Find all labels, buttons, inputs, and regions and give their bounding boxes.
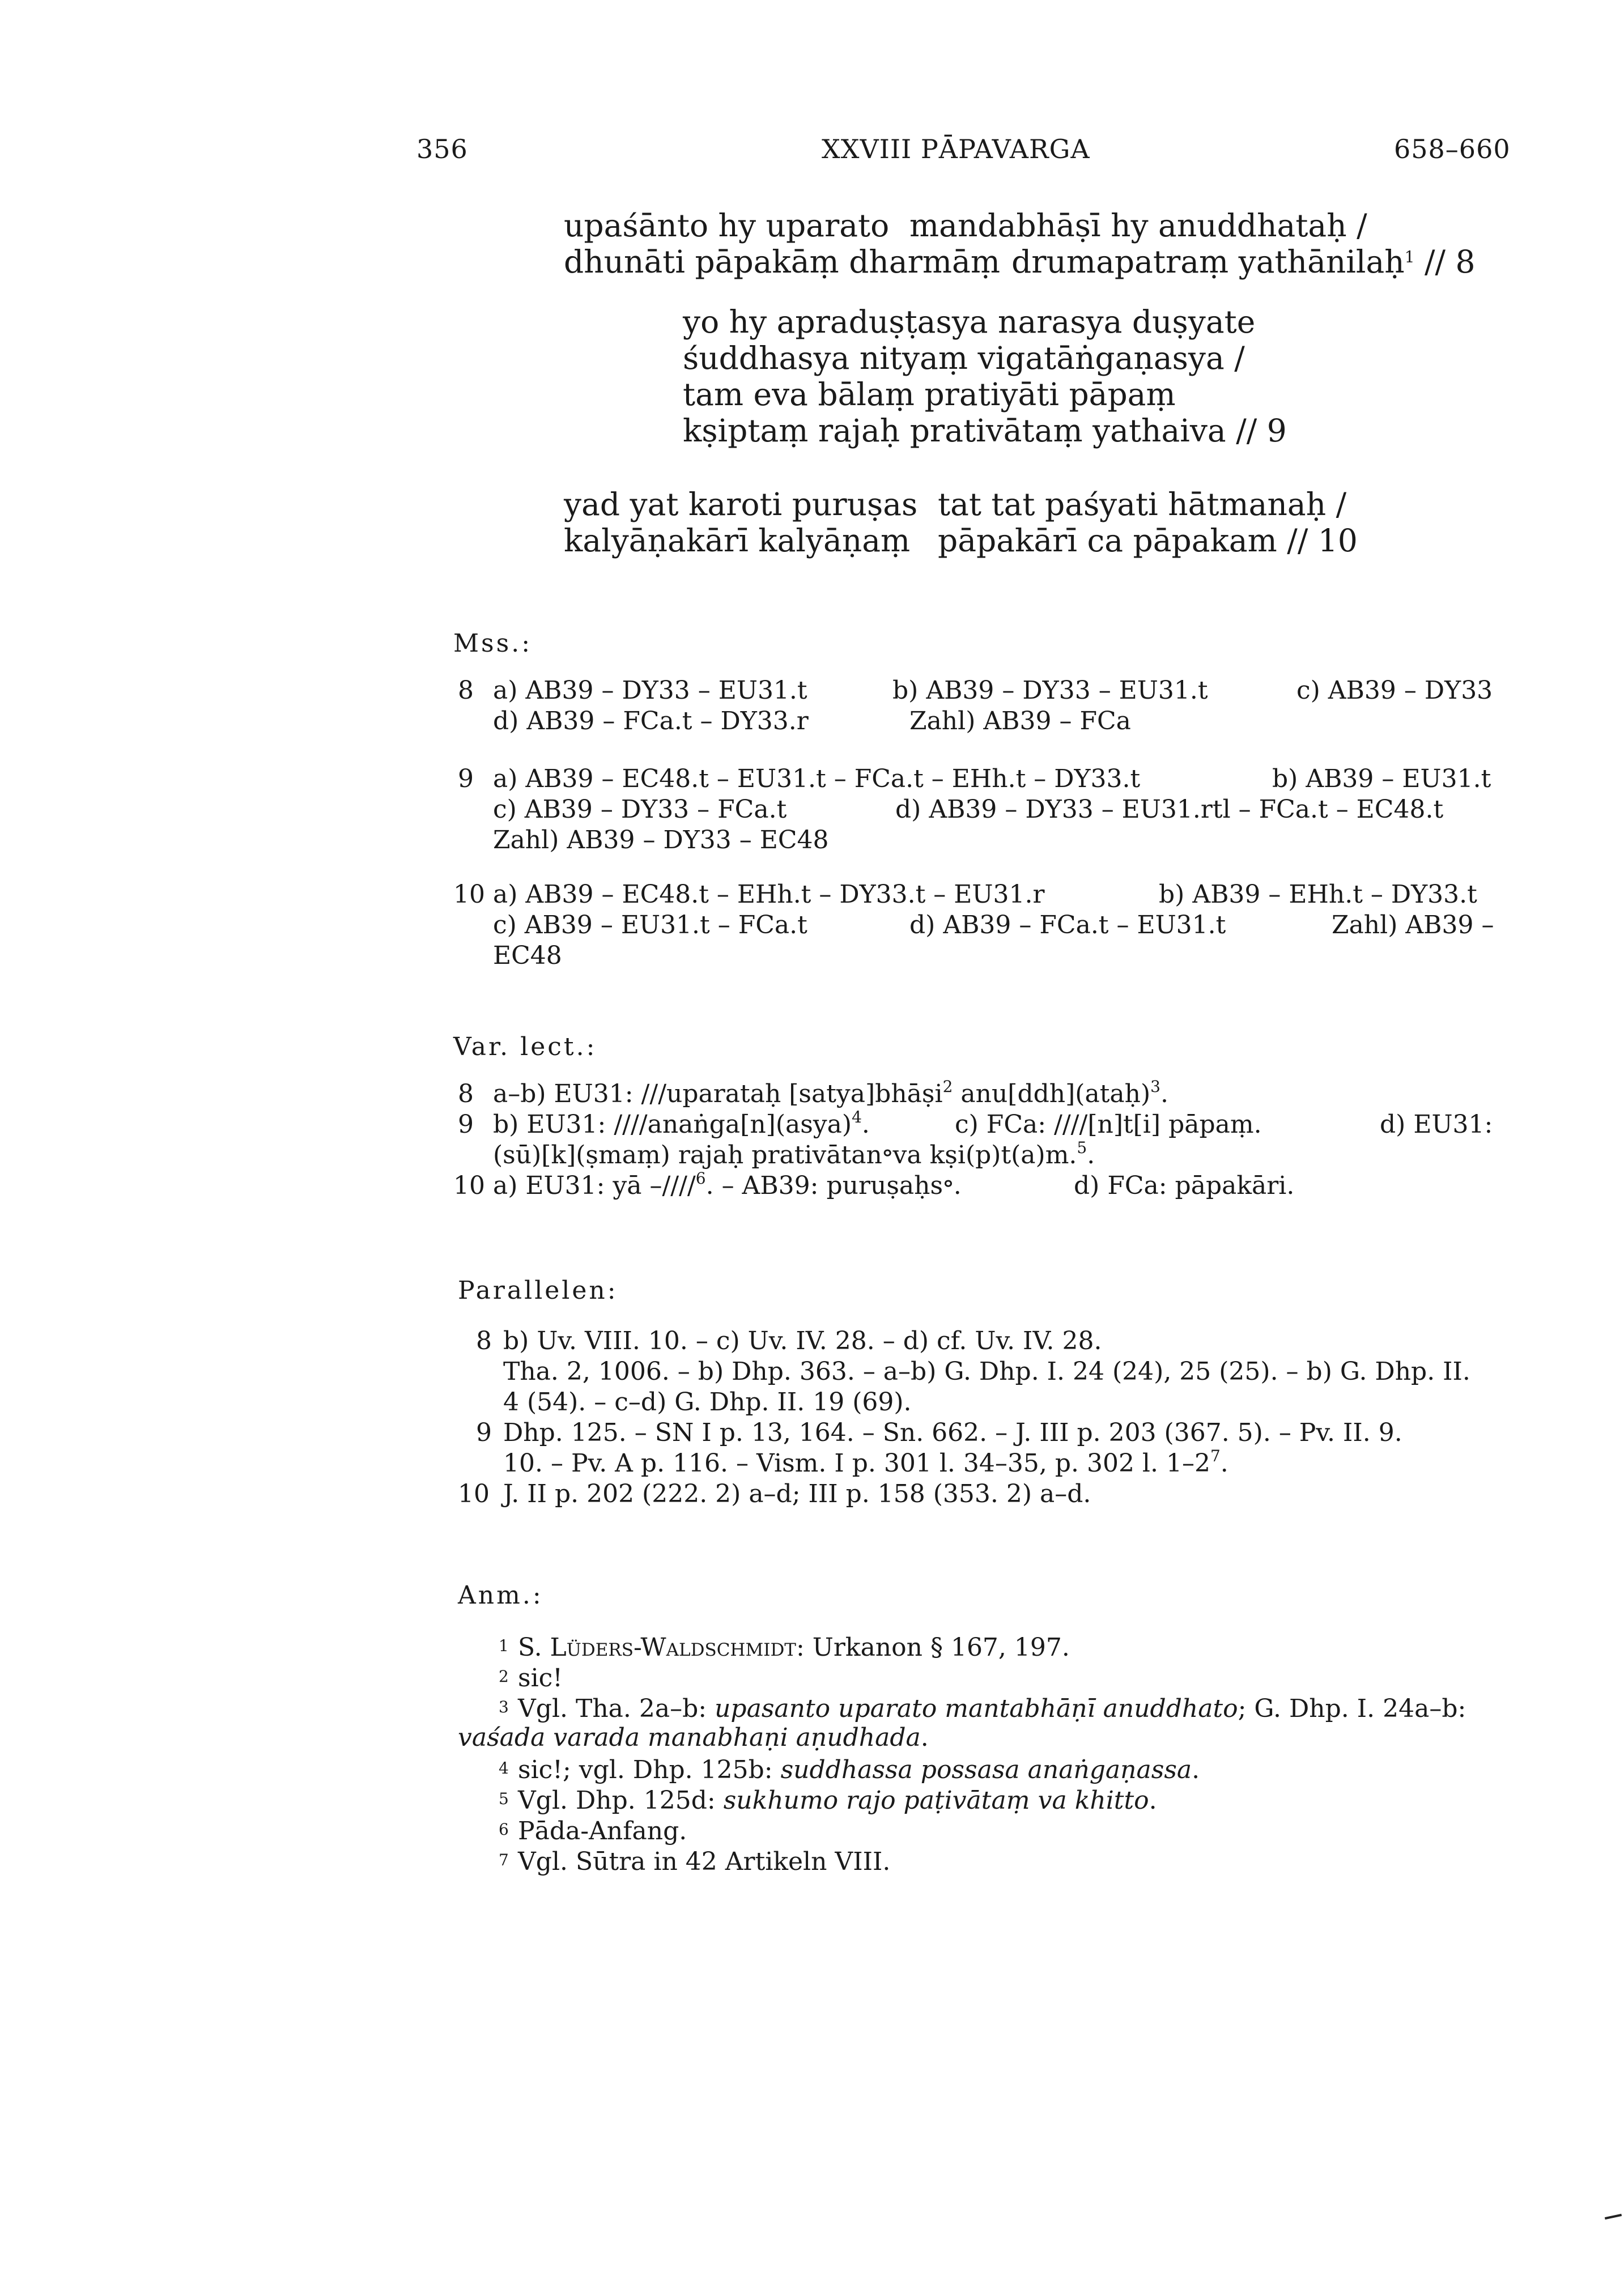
varlect-8-number: 8 <box>458 1079 474 1108</box>
footnote-4: 4 sic!; vgl. Dhp. 125b: suddhassa possasa anaṅgaṇassa. <box>499 1755 1200 1784</box>
verse-8-pada-a: upaśānto hy uparato <box>564 207 890 244</box>
varlect-9d-cont: (sū)[k](ṣmaṃ) rajaḥ prativātan॰va kṣi(p)t(a)m.$^5$. <box>493 1138 1095 1170</box>
parallelen-9-line2: 10. – Pv. A p. 116. – Vism. I p. 301 l. 34–35, p. 302 l. $1-2^7$. <box>503 1447 1228 1478</box>
footnote-7: 7 Vgl. Sūtra in 42 Artikeln VIII. <box>499 1847 891 1876</box>
mss-10-zahl-cont: EC48 <box>493 941 562 970</box>
footnote-ref: 1 <box>1404 248 1415 266</box>
verse-9-pada-b: śuddhasya nityaṃ vigatāṅgaṇasya / <box>683 340 1245 376</box>
footnote-1: 1 S. Lüders-Waldschmidt: Urkanon § 167, 197. <box>499 1633 1070 1662</box>
verse-8-pada-d: drumapatraṃ yathānilaḥ$^1$ // 8 <box>1011 244 1476 280</box>
parallelen-9-line1: Dhp. 125. – SN I p. 13, 164. – Sn. 662. – J. III p. 203 (367. 5). – Pv. II. 9. <box>503 1418 1402 1447</box>
parallelen-8-line3: 4 (54). – c–d) G. Dhp. II. 19 (69). <box>503 1388 912 1417</box>
varlect-9d: d) EU31: <box>1380 1110 1493 1139</box>
mss-heading: Mss.: <box>453 629 533 658</box>
mss-10d: d) AB39 – FCa.t – EU31.t <box>909 911 1226 939</box>
varlect-heading: Var. lect.: <box>453 1032 597 1061</box>
mss-10b: b) AB39 – EHh.t – DY33.t <box>1159 880 1477 909</box>
parallelen-heading: Parallelen: <box>458 1276 618 1305</box>
mss-10-number: 10 <box>453 880 485 909</box>
varlect-10-number: 10 <box>453 1171 485 1200</box>
verse-9-pada-c: tam eva bālaṃ pratiyāti pāpaṃ <box>683 376 1176 413</box>
parallelen-8-line1: b) Uv. VIII. 10. – c) Uv. IV. 28. – d) cf. Uv. IV. 28. <box>503 1326 1102 1355</box>
verse-10-pada-a: yad yat karoti puruṣas <box>564 486 918 522</box>
mss-9d: d) AB39 – DY33 – EU31.rtl – FCa.t – EC48.t <box>895 795 1444 824</box>
verse-9-pada-a: yo hy apraduṣṭasya narasya duṣyate <box>683 304 1256 340</box>
parallelen-8-line2: Tha. 2, 1006. – b) Dhp. 363. – a–b) G. Dhp. I. 24 (24), 25 (25). – b) G. Dhp. II. <box>503 1357 1470 1386</box>
footnote-2: 2 sic! <box>499 1664 563 1693</box>
scan-mark <box>1605 2214 1622 2220</box>
varlect-10d: d) FCa: pāpakāri. <box>1074 1171 1295 1200</box>
mss-10-zahl: Zahl) AB39 – <box>1332 911 1494 939</box>
varlect-8-text: a–b) EU31: ///uparataḥ [satya]bhāṣi$^2$ anu[ddh](ataḥ)$^3$. <box>493 1077 1168 1108</box>
footnote-3-cont: vaśada varada manabhaṇi aṇudhada. <box>458 1723 929 1752</box>
mss-10c: c) AB39 – EU31.t – FCa.t <box>493 911 807 939</box>
mss-8c: c) AB39 – DY33 <box>1296 676 1493 705</box>
verse-10-pada-c: kalyāṇakārī kalyāṇaṃ <box>564 522 911 559</box>
verse-8-pada-c: dhunāti pāpakāṃ dharmāṃ <box>564 244 1000 280</box>
mss-8b: b) AB39 – DY33 – EU31.t <box>892 676 1208 705</box>
mss-8-zahl: Zahl) AB39 – FCa <box>909 707 1131 735</box>
mss-9-zahl: Zahl) AB39 – DY33 – EC48 <box>493 826 829 854</box>
parallelen-10-line1: J. II p. 202 (222. 2) a–d; III p. 158 (353. 2) a–d. <box>503 1479 1091 1508</box>
footnote-3: 3 Vgl. Tha. 2a–b: upasanto uparato mantabhāṇī anuddhato; G. Dhp. I. 24a–b: <box>499 1694 1466 1723</box>
varlect-9b: b) EU31: ////anaṅga[n](asya)$^4$. <box>493 1108 870 1139</box>
anm-heading: Anm.: <box>458 1581 543 1610</box>
mss-8a: a) AB39 – DY33 – EU31.t <box>493 676 807 705</box>
mss-8-number: 8 <box>458 676 474 705</box>
parallelen-9-number: 9 <box>476 1418 492 1447</box>
verse-10-pada-d: pāpakārī ca pāpakam // 10 <box>938 522 1358 559</box>
mss-10a: a) AB39 – EC48.t – EHh.t – DY33.t – EU31.r <box>493 880 1045 909</box>
running-title: XXVIII PĀPAVARGA <box>822 134 1090 164</box>
parallelen-10-number: 10 <box>458 1479 490 1508</box>
verse-9-pada-d: kṣiptaṃ rajaḥ prativātaṃ yathaiva // 9 <box>683 413 1287 449</box>
mss-9c: c) AB39 – DY33 – FCa.t <box>493 795 787 824</box>
mss-9b: b) AB39 – EU31.t <box>1272 764 1491 793</box>
varlect-9c: c) FCa: ////[n]t[i] pāpaṃ. <box>955 1110 1262 1139</box>
verse-8-pada-b: mandabhāṣī hy anuddhataḥ / <box>909 207 1367 244</box>
parallelen-8-number: 8 <box>476 1326 492 1355</box>
footnote-6: 6 Pāda-Anfang. <box>499 1817 687 1846</box>
varlect-9-number: 9 <box>458 1110 474 1139</box>
verse-range: 658–660 <box>1394 134 1511 164</box>
mss-8d: d) AB39 – FCa.t – DY33.r <box>493 707 809 735</box>
varlect-10a: a) EU31: yā –////$^6$. – AB39: puruṣaḥs॰. <box>493 1169 962 1200</box>
footnote-5: 5 Vgl. Dhp. 125d: sukhumo rajo paṭivātaṃ va khitto. <box>499 1786 1157 1815</box>
page-number: 356 <box>416 134 468 164</box>
verse-10-pada-b: tat tat paśyati hātmanaḥ / <box>938 486 1347 522</box>
mss-9a: a) AB39 – EC48.t – EU31.t – FCa.t – EHh.t – DY33.t <box>493 764 1141 793</box>
mss-9-number: 9 <box>458 764 474 793</box>
